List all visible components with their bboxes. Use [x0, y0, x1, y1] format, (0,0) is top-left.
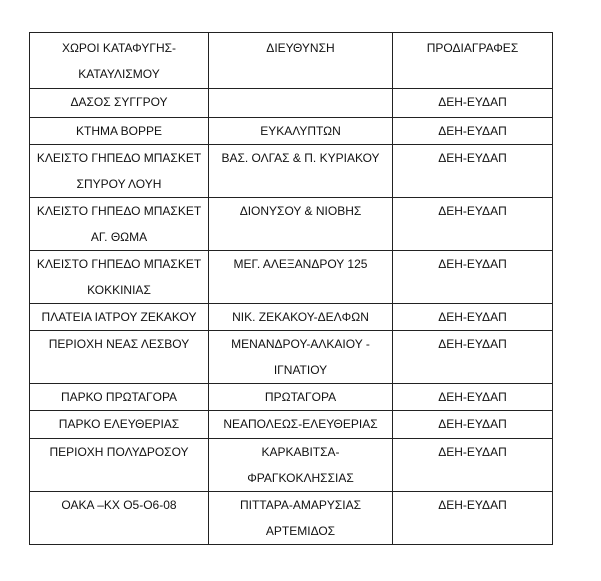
table-cell-spec	[393, 331, 553, 384]
cell-text: ΚΤΗΜΑ ΒΟΡΡΕ	[75, 124, 163, 138]
header-cell-shelter-spaces	[30, 33, 209, 89]
table-cell-address	[209, 304, 393, 331]
table-row	[30, 145, 553, 198]
header-label: ΔΙΕΥΘΥΝΣΗ	[266, 41, 335, 55]
table-cell-address	[209, 439, 393, 492]
cell-text: ΔΕΗ-ΕΥΔΑΠ	[438, 124, 507, 138]
cell-text: ΜΕΝΑΝΔΡΟΥ-ΑΛΚΑΙΟΥ - ΙΓΝΑΤΙΟΥ	[231, 337, 370, 377]
table-row	[30, 198, 553, 251]
table-row	[30, 331, 553, 384]
cell-text: ΟΑΚΑ –ΚΧ Ο5-Ο6-08	[61, 498, 177, 512]
cell-text: ΚΛΕΙΣΤΟ ΓΗΠΕΔΟ ΜΠΑΣΚΕΤ ΚΟΚΚΙΝΙΑΣ	[36, 257, 202, 297]
cell-text: ΠΙΤΤΑΡΑ-ΑΜΑΡΥΣΙΑΣ ΑΡΤΕΜΙΔΟΣ	[239, 498, 362, 538]
table-cell-location	[30, 384, 209, 411]
cell-text: ΔΕΗ-ΕΥΔΑΠ	[438, 498, 507, 512]
table-cell-spec	[393, 304, 553, 331]
table-cell-spec	[393, 439, 553, 492]
cell-text: ΔΕΗ-ΕΥΔΑΠ	[438, 417, 507, 431]
cell-text: ΔΕΗ-ΕΥΔΑΠ	[438, 337, 507, 351]
table-cell-location	[30, 145, 209, 198]
table-cell-address	[209, 411, 393, 439]
table-cell-spec	[393, 384, 553, 411]
table-cell-address	[209, 145, 393, 198]
cell-text: ΔΕΗ-ΕΥΔΑΠ	[438, 95, 507, 109]
cell-text: ΠΡΩΤΑΓΟΡΑ	[264, 390, 337, 404]
cell-text: ΔΕΗ-ΕΥΔΑΠ	[438, 445, 507, 459]
table-cell-spec	[393, 251, 553, 304]
header-label: ΠΡΟΔΙΑΓΡΑΦΕΣ	[426, 41, 519, 55]
table-cell-spec	[393, 492, 553, 545]
table-row	[30, 118, 553, 145]
table-cell-address	[209, 198, 393, 251]
cell-text: ΒΑΣ. ΟΛΓΑΣ & Π. ΚΥΡΙΑΚΟΥ	[221, 151, 380, 165]
table-cell-location	[30, 118, 209, 145]
table-cell-location	[30, 331, 209, 384]
cell-text: ΔΕΗ-ΕΥΔΑΠ	[438, 257, 507, 271]
table-cell-spec	[393, 118, 553, 145]
table-cell-spec	[393, 198, 553, 251]
table-cell-location	[30, 251, 209, 304]
cell-text: ΔΙΟΝΥΣΟΥ & ΝΙΟΒΗΣ	[239, 204, 362, 218]
table-cell-location	[30, 439, 209, 492]
cell-text: ΚΛΕΙΣΤΟ ΓΗΠΕΔΟ ΜΠΑΣΚΕΤ ΑΓ. ΘΩΜΑ	[36, 204, 202, 244]
table-cell-address	[209, 89, 393, 118]
table-cell-spec	[393, 411, 553, 439]
cell-text: ΠΕΡΙΟΧΗ ΝΕΑΣ ΛΕΣΒΟΥ	[48, 337, 190, 351]
table-cell-address	[209, 331, 393, 384]
table-cell-spec	[393, 145, 553, 198]
table-cell-address	[209, 251, 393, 304]
table-row	[30, 492, 553, 545]
cell-text: ΠΑΡΚΟ ΕΛΕΥΘΕΡΙΑΣ	[58, 417, 180, 431]
cell-text: ΔΑΣΟΣ ΣΥΓΓΡΟΥ	[70, 95, 168, 109]
table-cell-address	[209, 492, 393, 545]
table-cell-location	[30, 89, 209, 118]
table-cell-spec	[393, 89, 553, 118]
header-label: ΧΩΡΟΙ ΚΑΤΑΦΥΓΗΣ- ΚΑΤΑΥΛΙΣΜΟΥ	[61, 41, 177, 81]
cell-text: ΠΕΡΙΟΧΗ ΠΟΛΥΔΡΟΣΟΥ	[49, 445, 189, 459]
table-cell-location	[30, 304, 209, 331]
cell-text: ΝΕΑΠΟΛΕΩΣ-ΕΛΕΥΘΕΡΙΑΣ	[223, 417, 378, 431]
cell-text: ΝΙΚ. ΖΕΚΑΚΟΥ-ΔΕΛΦΩΝ	[232, 310, 369, 324]
header-cell-address	[209, 33, 393, 89]
table-cell-address	[209, 118, 393, 145]
table-cell-address	[209, 384, 393, 411]
table-row	[30, 89, 553, 118]
cell-text: ΠΑΡΚΟ ΠΡΩΤΑΓΟΡΑ	[60, 390, 178, 404]
cell-text: ΚΛΕΙΣΤΟ ΓΗΠΕΔΟ ΜΠΑΣΚΕΤ ΣΠΥΡΟΥ ΛΟΥΗ	[36, 151, 202, 191]
cell-text: ΔΕΗ-ΕΥΔΑΠ	[438, 204, 507, 218]
cell-text: ΕΥΚΑΛΥΠΤΩΝ	[260, 124, 341, 138]
header-cell-specifications	[393, 33, 553, 89]
cell-text: ΔΕΗ-ΕΥΔΑΠ	[438, 390, 507, 404]
table-row	[30, 384, 553, 411]
shelters-table	[29, 32, 553, 545]
cell-text: ΜΕΓ. ΑΛΕΞΑΝΔΡΟΥ 125	[233, 257, 368, 271]
table-cell-location	[30, 492, 209, 545]
table-row	[30, 411, 553, 439]
table-cell-location	[30, 411, 209, 439]
table-row	[30, 439, 553, 492]
table-row	[30, 304, 553, 331]
cell-text: ΠΛΑΤΕΙΑ ΙΑΤΡΟΥ ΖΕΚΑΚΟΥ	[41, 310, 197, 324]
table-header-row	[30, 33, 553, 89]
table-row	[30, 251, 553, 304]
table-cell-location	[30, 198, 209, 251]
cell-text: ΚΑΡΚΑΒΙΤΣΑ- ΦΡΑΓΚΟΚΛΗΣΣΙΑΣ	[247, 445, 354, 485]
cell-text: ΔΕΗ-ΕΥΔΑΠ	[438, 310, 507, 324]
cell-text: ΔΕΗ-ΕΥΔΑΠ	[438, 151, 507, 165]
